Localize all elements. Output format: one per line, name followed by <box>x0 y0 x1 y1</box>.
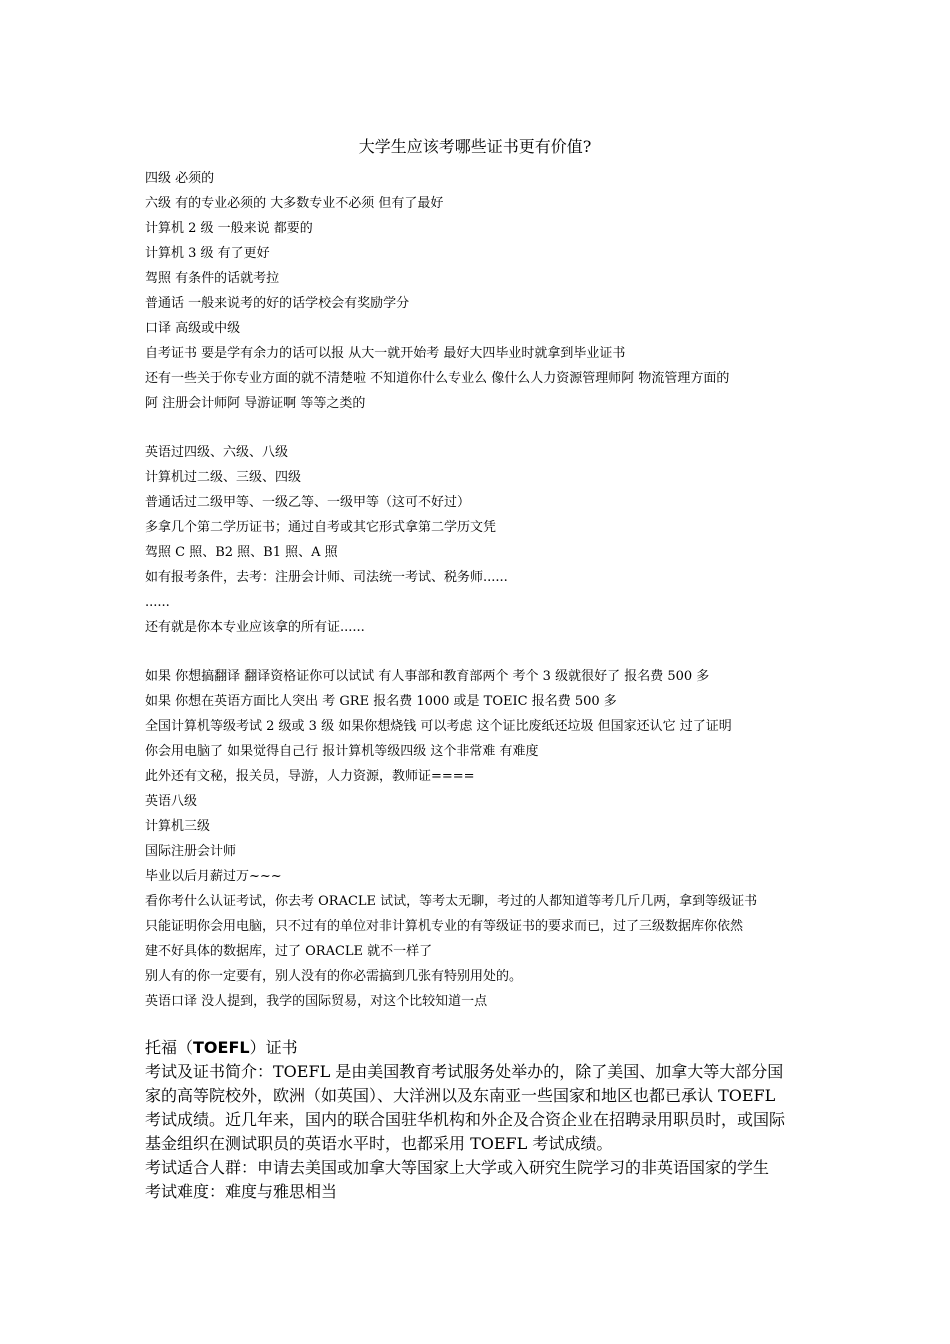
text-line: 全国计算机等级考试 2 级或 3 级 如果你想烧钱 可以考虑 这个证比废纸还垃圾 但国家还认它 过了证明 <box>145 719 732 734</box>
text-line: 计算机 3 级 有了更好 <box>145 246 270 261</box>
text-line: 计算机过二级、三级、四级 <box>145 470 302 485</box>
section-advice <box>145 664 815 1014</box>
text-line: 如有报考条件，去考：注册会计师、司法统一考试、税务师...... <box>145 570 508 585</box>
text-line: 普通话过二级甲等、一级乙等、一级甲等（这可不好过） <box>145 495 471 510</box>
text-line: 驾照 C 照、B2 照、B1 照、A 照 <box>145 545 338 560</box>
text-line: 计算机 2 级 一般来说 都要的 <box>145 221 313 236</box>
toefl-heading-post: ）证书 <box>249 1038 298 1057</box>
text-line: 考试及证书简介：TOEFL 是由美国教育考试服务处举办的，除了美国、加拿大等大部分国 <box>145 1062 784 1081</box>
section-certificate-levels <box>145 440 815 640</box>
text-line: 如果 你想搞翻译 翻译资格证你可以试试 有人事部和教育部两个 考个 3 级就很好了 报名费 500 多 <box>145 669 710 684</box>
text-line: 考试适合人群：申请去美国或加拿大等国家上大学或入研究生院学习的非英语国家的学生 <box>145 1158 770 1177</box>
text-line: 英语口译 没人提到，我学的国际贸易，对这个比较知道一点 <box>145 994 488 1009</box>
text-line: 只能证明你会用电脑，只不过有的单位对非计算机专业的有等级证书的要求而已，过了三级数据库你依然 <box>145 919 744 934</box>
text-line: 建不好具体的数据库，过了 ORACLE 就不一样了 <box>145 944 433 959</box>
text-line: 毕业以后月薪过万~~~ <box>145 869 282 884</box>
text-line: 英语过四级、六级、八级 <box>145 445 289 460</box>
text-line: 家的高等院校外，欧洲（如英国）、大洋洲以及东南亚一些国家和地区也都已承认 TOEFL <box>145 1086 776 1105</box>
text-line: 口译 高级或中级 <box>145 321 241 336</box>
text-line: 英语八级 <box>145 794 198 809</box>
text-line: 国际注册会计师 <box>145 844 237 859</box>
text-line: 多拿几个第二学历证书；通过自考或其它形式拿第二学历文凭 <box>145 520 497 535</box>
toefl-heading-pre: 托福（ <box>145 1038 194 1057</box>
text-line: 基金组织在测试职员的英语水平时，也都采用 TOEFL 考试成绩。 <box>145 1134 613 1153</box>
text-line: 看你考什么认证考试，你去考 ORACLE 试试，等考太无聊，考过的人都知道等考几斤几两，拿到等级证书 <box>145 894 758 909</box>
text-line: 你会用电脑了 如果觉得自己行 报计算机等级四级 这个非常难 有难度 <box>145 744 539 759</box>
text-line: 自考证书 要是学有余力的话可以报 从大一就开始考 最好大四毕业时就拿到毕业证书 <box>145 346 626 361</box>
toefl-heading <box>145 1036 815 1060</box>
text-line: 别人有的你一定要有，别人没有的你必需搞到几张有特别用处的。 <box>145 969 523 984</box>
section-toefl <box>145 1036 815 1204</box>
section-basic-certificates <box>145 166 815 416</box>
text-line: 还有一些关于你专业方面的就不清楚啦 不知道你什么专业么 像什么人力资源管理师阿 物流管理方面的 <box>145 371 730 386</box>
text-line: 计算机三级 <box>145 819 211 834</box>
text-line: 考试成绩。近几年来，国内的联合国驻华机构和外企及合资企业在招聘录用职员时，或国际 <box>145 1110 786 1129</box>
text-line: 如果 你想在英语方面比人突出 考 GRE 报名费 1000 或是 TOEIC 报名费 500 多 <box>145 694 617 709</box>
text-line: 考试难度：难度与雅思相当 <box>145 1182 338 1201</box>
text-line: 普通话 一般来说考的好的话学校会有奖励学分 <box>145 296 410 311</box>
text-line: 四级 必须的 <box>145 171 215 186</box>
text-line: 驾照 有条件的话就考拉 <box>145 271 280 286</box>
text-line: 还有就是你本专业应该拿的所有证...... <box>145 620 365 635</box>
document-title: 大学生应该考哪些证书更有价值? <box>358 137 592 156</box>
text-line: 此外还有文秘，报关员，导游，人力资源，教师证==== <box>145 769 475 784</box>
text-line: ...... <box>145 595 170 610</box>
text-line: 阿 注册会计师阿 导游证啊 等等之类的 <box>145 396 366 411</box>
text-line: 六级 有的专业必须的 大多数专业不必须 但有了最好 <box>145 196 444 211</box>
toefl-heading-bold: TOEFL <box>193 1038 250 1057</box>
